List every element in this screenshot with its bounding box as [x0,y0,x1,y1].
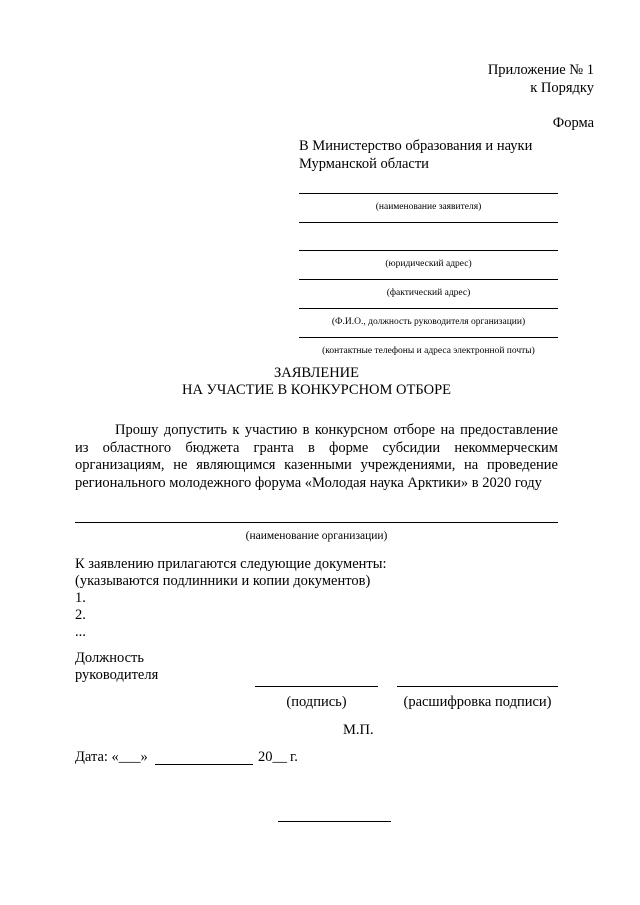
date-year-suffix: г. [290,749,298,765]
body-line-1: Прошу допустить к участию в конкурсном отборе на предоставление [115,422,558,438]
attachment-item: ... [75,624,86,640]
legal-address-caption: (юридический адрес) [385,259,472,269]
attachments-intro: К заявлению прилагаются следующие документы: [75,556,387,572]
signature-decode-line [397,686,558,687]
contacts-line [299,337,558,338]
body-line-3: организациям, не являющимся казенными учреждениями, на проведение [75,457,558,473]
attachment-item: 2. [75,607,86,623]
body-line-4: регионального молодежного форума «Молодая наука Арктики» в 2020 году [75,474,542,491]
form-label: Форма [552,115,594,131]
signature-decode-caption: (расшифровка подписи) [403,694,552,710]
document-title: ЗАЯВЛЕНИЕ [273,365,360,381]
date-month-line [155,764,253,765]
document-subtitle: НА УЧАСТИЕ В КОНКУРСНОМ ОТБОРЕ [181,382,451,398]
applicant-name-caption: (наименование заявителя) [375,202,482,212]
organization-name-line [75,522,558,523]
appendix-reference: к Порядку [530,80,594,96]
actual-address-line [299,279,558,280]
date-year-prefix: 20__ [258,749,287,765]
legal-address-line [299,250,558,251]
position-label-2: руководителя [75,667,159,683]
signature-caption: (подпись) [286,694,347,710]
attachment-item: 1. [75,590,86,606]
body-line-2: из областного бюджета гранта в форме субсидии некоммерческим [75,439,558,456]
applicant-name-line [299,193,558,194]
attachments-note: (указываются подлинники и копии документов) [75,573,371,589]
actual-address-caption: (фактический адрес) [386,288,471,298]
footer-separator [278,821,391,822]
position-label: Должность [75,650,144,666]
organization-name-caption: (наименование организации) [245,530,388,542]
date-label: Дата: «___» [75,749,148,765]
signature-line [255,686,378,687]
appendix-number: Приложение № 1 [487,62,594,78]
recipient-line-2: Мурманской области [299,156,429,172]
applicant-extra-line [299,222,558,223]
application-body [75,422,558,492]
stamp-placeholder: М.П. [343,722,374,738]
director-line [299,308,558,309]
recipient-line-1: В Министерство образования и науки [299,138,533,154]
contacts-caption: (контактные телефоны и адреса электронной почты) [322,346,535,356]
director-caption: (Ф.И.О., должность руководителя организации) [331,317,526,327]
